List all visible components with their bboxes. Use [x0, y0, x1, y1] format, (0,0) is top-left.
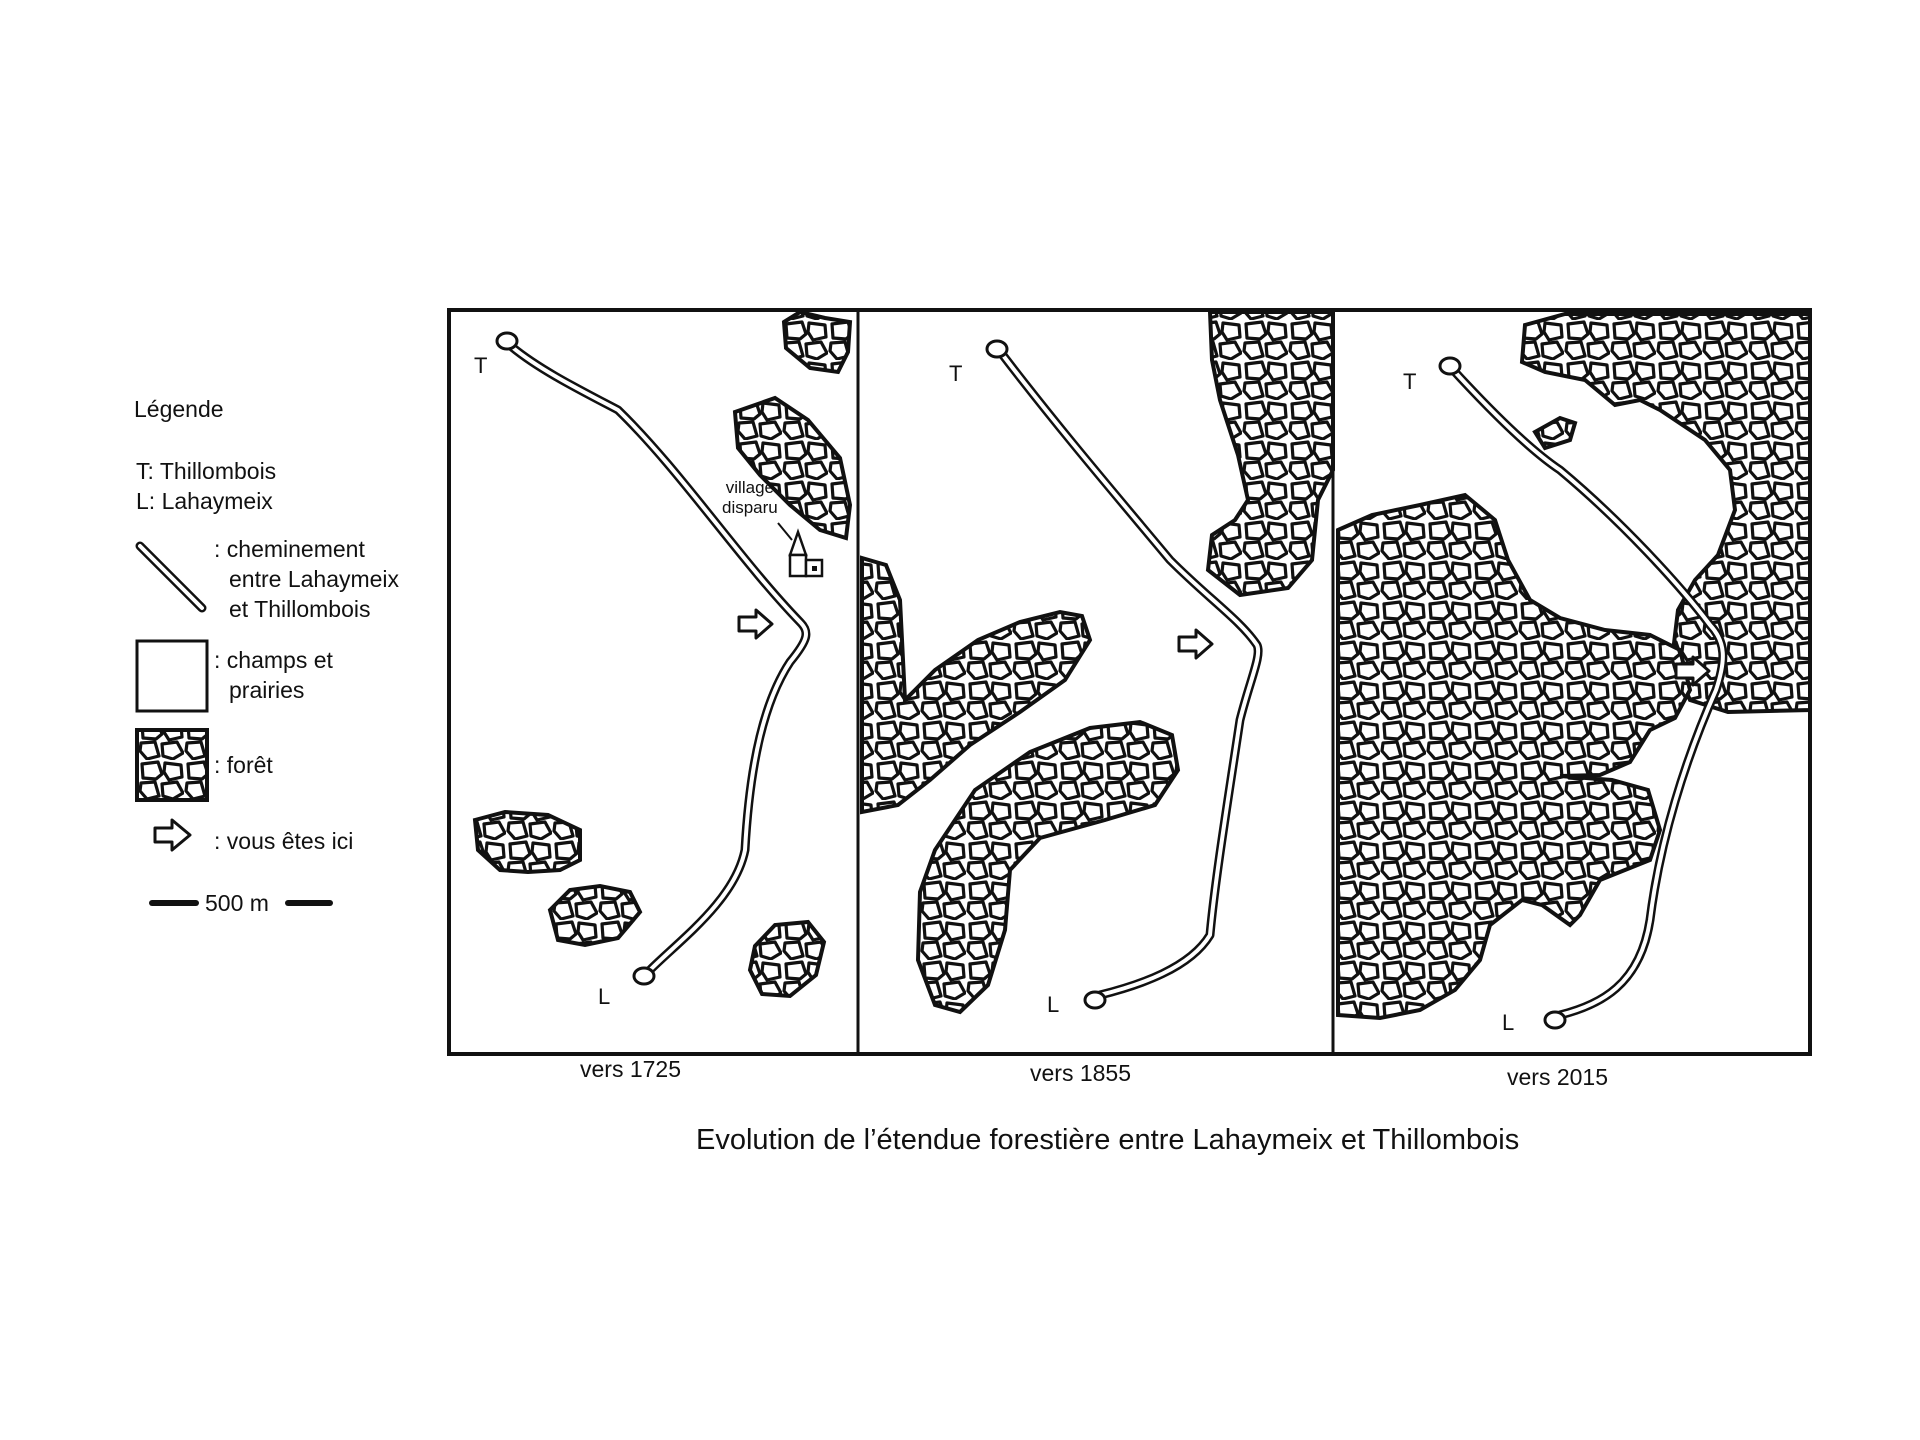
panel-1855 [862, 312, 1333, 1012]
legend-forest-label: : forêt [214, 752, 273, 778]
legend-here-label: : vous êtes ici [214, 828, 354, 854]
village-label [722, 478, 778, 518]
panel-2015-caption: vers 2015 [1507, 1064, 1609, 1090]
legend-thillombois: T: Thillombois [136, 458, 277, 484]
legend-path-line-2: entre Lahaymeix [229, 566, 400, 592]
here-arrow-icon [1179, 630, 1212, 658]
panel-1725-caption: vers 1725 [580, 1056, 682, 1082]
legend-here-arrow-icon [155, 820, 190, 850]
panel-1855-caption: vers 1855 [1030, 1060, 1132, 1086]
village-label-line-2: disparu [722, 498, 778, 517]
panel-1725-start-label: T [474, 353, 488, 378]
legend-scale-label: 500 m [205, 890, 269, 916]
panel-2015-end-label: L [1502, 1010, 1515, 1035]
panel-2015 [1338, 314, 1810, 1028]
legend-fields-line-1: : champs et [214, 647, 333, 673]
legend-fields-swatch [137, 641, 207, 711]
legend-fields-line-2: prairies [229, 677, 305, 703]
legend-path-line-3: et Thillombois [229, 596, 371, 622]
church-icon [778, 523, 822, 576]
forest-area [1338, 314, 1810, 1018]
village-label-line-1: village [725, 478, 774, 497]
panel-1855-end-label: L [1047, 992, 1060, 1017]
legend-lahaymeix: L: Lahaymeix [136, 488, 273, 514]
panel-1855-start-label: T [949, 361, 963, 386]
map-title: Evolution de l’étendue forestière entre Lahaymeix et Thillombois [696, 1124, 1520, 1156]
here-arrow-icon [739, 610, 772, 638]
legend-path-symbol [140, 546, 202, 608]
panel-1725-end-label: L [598, 984, 611, 1009]
legend-path-line-1: : cheminement [214, 536, 365, 562]
legend-title: Légende [134, 396, 224, 422]
forest-area [862, 312, 1333, 1012]
panel-1725 [475, 312, 850, 996]
legend-forest-swatch [137, 730, 207, 800]
panel-2015-start-label: T [1403, 369, 1417, 394]
